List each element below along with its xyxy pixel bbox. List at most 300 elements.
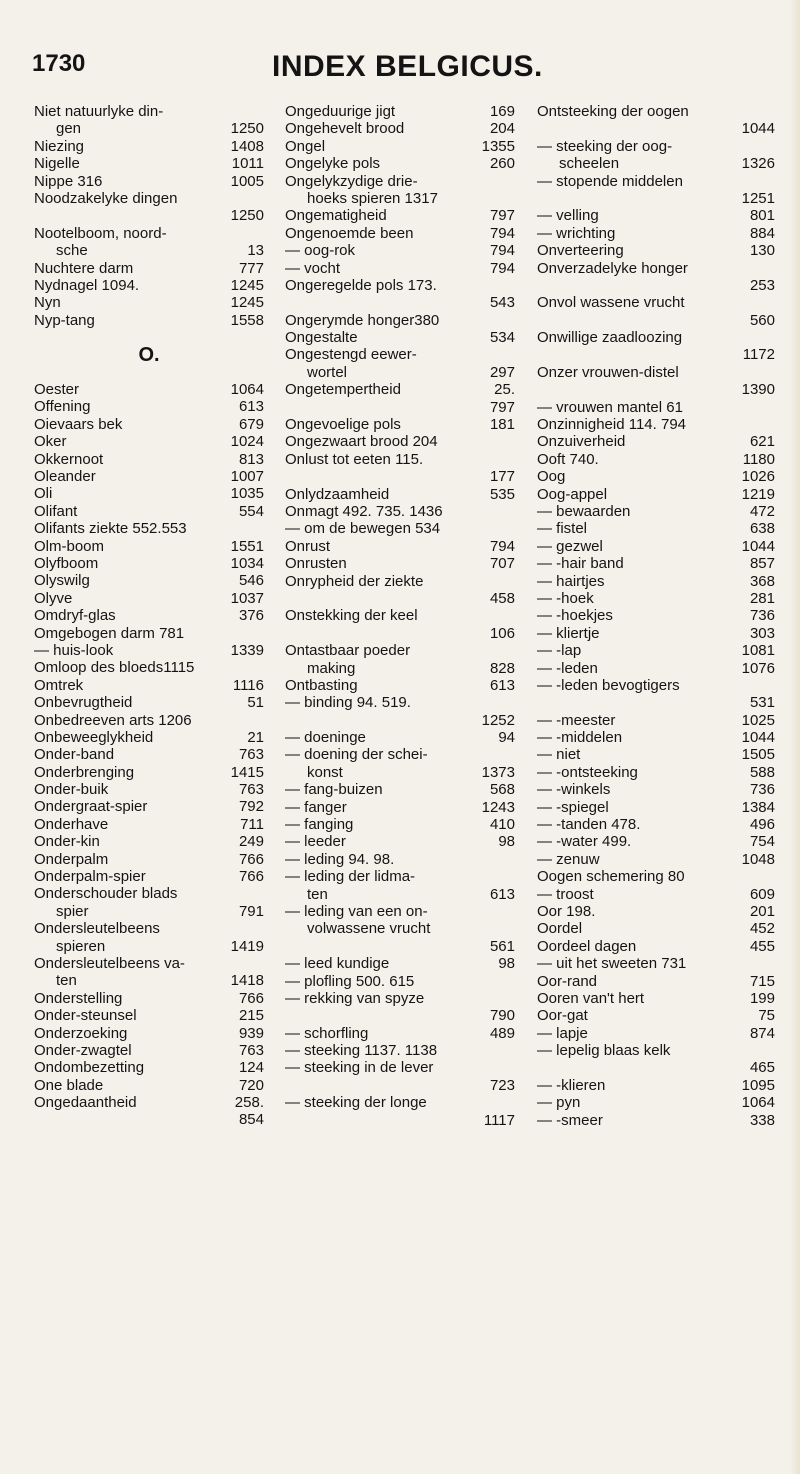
entry-term: Olm-boom: [34, 537, 105, 555]
entry-term: Onderhave: [34, 815, 109, 833]
index-entry: [537, 138, 775, 155]
entry-term: — -klieren: [537, 1076, 606, 1094]
entry-term: Offening: [34, 398, 91, 416]
index-entry: [537, 955, 775, 972]
entry-term: ten: [307, 885, 328, 903]
entry-page-ref: 1243: [481, 798, 515, 816]
entry-term: konst: [307, 763, 343, 781]
index-entry: [537, 1077, 775, 1094]
entry-term: Omtrek: [34, 676, 84, 694]
entry-page-ref: 130: [749, 242, 775, 260]
entry-page-ref: 1026: [741, 468, 775, 486]
entry-term: Oog-appel: [537, 485, 608, 503]
entry-term: Onder-kin: [34, 833, 100, 851]
index-entry: [34, 816, 264, 833]
entry-page-ref: 281: [749, 589, 775, 607]
index-entry: [537, 190, 775, 207]
index-entry: [34, 572, 264, 589]
entry-term: Ongelykzydige drie-: [285, 172, 418, 190]
entry-term: — -meester: [537, 711, 616, 729]
index-entry: [537, 1059, 775, 1076]
index-entry: [285, 781, 515, 798]
entry-page-ref: 1180: [742, 450, 775, 468]
entry-page-ref: 711: [240, 815, 264, 833]
entry-term: — -hair band: [537, 555, 624, 573]
index-entry: [34, 555, 264, 572]
index-entry: [34, 1077, 264, 1094]
index-entry: [285, 642, 515, 659]
index-entry: [285, 260, 515, 277]
entry-page-ref: 766: [238, 868, 264, 886]
entry-term: — leding van een on-: [285, 902, 428, 920]
entry-term: — -hoekjes: [537, 607, 613, 625]
entry-term: — plofling 500. 615: [285, 972, 415, 990]
index-entry: [34, 294, 264, 311]
index-entry: [537, 886, 775, 903]
entry-term: Okkernoot: [34, 450, 104, 468]
entry-page-ref: 794: [489, 259, 515, 277]
index-entry: [537, 990, 775, 1007]
entry-term: Onstekking der keel: [285, 607, 418, 625]
entry-page-ref: 854: [238, 1111, 264, 1129]
entry-page-ref: 766: [238, 989, 264, 1007]
index-entry: [537, 590, 775, 607]
entry-term: Onder-steunsel: [34, 1007, 137, 1025]
entry-term: — bewaarden: [537, 502, 631, 520]
index-entry: [285, 416, 515, 433]
index-entry: [537, 573, 775, 590]
entry-term: Onderbrenging: [34, 763, 135, 781]
index-entry: [34, 1025, 264, 1042]
index-entry: [285, 242, 515, 259]
entry-page-ref: 106: [489, 624, 515, 642]
entry-page-ref: 638: [749, 520, 775, 538]
index-entry: [537, 973, 775, 990]
entry-term: Ontbasting: [285, 676, 358, 694]
entry-page-ref: 1252: [481, 711, 515, 729]
index-entry: [34, 851, 264, 868]
entry-term: Onzuiverheid: [537, 433, 626, 451]
entry-page-ref: 98: [498, 833, 515, 851]
entry-term: gen: [56, 120, 82, 138]
index-entry: [285, 329, 515, 346]
index-entry: [34, 729, 264, 746]
index-entry: [285, 468, 515, 485]
entry-term: Omdryf-glas: [34, 607, 116, 625]
entry-term: ten: [56, 972, 77, 990]
index-entry: [34, 538, 264, 555]
entry-page-ref: 489: [489, 1024, 515, 1042]
entry-page-ref: 169: [489, 103, 515, 120]
index-entry: [34, 712, 264, 729]
entry-page-ref: 51: [247, 694, 264, 712]
entry-term: Oog: [537, 468, 566, 486]
entry-term: scheelen: [559, 155, 620, 173]
entry-term: Nuchtere darm: [34, 259, 134, 277]
entry-term: Olyfboom: [34, 554, 99, 572]
entry-term: Onlydzaamheid: [285, 485, 390, 503]
entry-page-ref: 1095: [741, 1076, 775, 1094]
index-entry: [285, 346, 515, 363]
entry-term: — leeder: [285, 833, 346, 851]
entry-page-ref: 794: [489, 224, 515, 242]
entry-page-ref: 1044: [741, 729, 775, 747]
index-entry: [537, 207, 775, 224]
entry-page-ref: 613: [489, 676, 515, 694]
entry-page-ref: 766: [238, 850, 264, 868]
index-entry: [537, 694, 775, 711]
entry-term: — rekking van spyze: [285, 989, 425, 1007]
entry-page-ref: 723: [489, 1076, 515, 1094]
index-entry: [285, 764, 515, 781]
entry-term: Ongenoemde been: [285, 224, 414, 242]
entry-page-ref: 763: [238, 781, 264, 799]
entry-term: Oleander: [34, 468, 96, 486]
index-entry: [34, 485, 264, 502]
index-entry: [34, 120, 264, 137]
index-entry: [285, 294, 515, 311]
entry-term: Niet natuurlyke din-: [34, 103, 164, 120]
entry-term: — steeking der oog-: [537, 137, 673, 155]
entry-page-ref: 1418: [230, 972, 264, 990]
entry-page-ref: 124: [238, 1059, 264, 1077]
entry-term: Onverzadelyke honger: [537, 259, 688, 277]
entry-term: Oester: [34, 381, 80, 399]
entry-page-ref: 21: [247, 728, 264, 746]
index-entry: [537, 416, 775, 433]
index-entry: [537, 294, 775, 311]
index-entry: [34, 746, 264, 763]
entry-page-ref: 1219: [741, 485, 775, 503]
entry-page-ref: 376: [238, 607, 264, 625]
entry-term: Onderpalm-spier: [34, 868, 146, 886]
entry-page-ref: 410: [489, 816, 515, 834]
entry-page-ref: 94: [498, 729, 515, 747]
index-entry: [285, 173, 515, 190]
entry-page-ref: 794: [489, 242, 515, 260]
index-entry: [34, 225, 264, 242]
entry-term: Niezing: [34, 137, 85, 155]
index-entry: [285, 1059, 515, 1076]
entry-term: — wrichting: [537, 224, 616, 242]
page-header: [32, 50, 772, 90]
index-entry: [34, 520, 264, 537]
entry-term: — -smeer: [537, 1111, 603, 1129]
entry-page-ref: 1245: [230, 294, 264, 312]
index-entry: [34, 885, 264, 902]
entry-term: Onderschouder blads: [34, 885, 178, 903]
entry-page-ref: 297: [489, 363, 515, 381]
entry-term: Ooren van't hert: [537, 989, 645, 1007]
index-entry: [34, 868, 264, 885]
index-entry: [285, 660, 515, 677]
entry-term: Oli: [34, 485, 53, 503]
entry-term: — -leden bevogtigers: [537, 676, 680, 694]
entry-term: Noodzakelyke dingen: [34, 189, 178, 207]
entry-page-ref: 368: [749, 572, 775, 590]
index-entry: [537, 364, 775, 381]
entry-term: sche: [56, 242, 88, 260]
entry-term: Omgebogen darm 781: [34, 624, 185, 642]
entry-page-ref: 561: [489, 937, 515, 955]
index-entry: [285, 1042, 515, 1059]
entry-term: Oogen schemering 80: [537, 868, 685, 886]
entry-term: Oievaars bek: [34, 415, 123, 433]
index-entry: [285, 1112, 515, 1129]
entry-term: — steeking in de lever: [285, 1059, 434, 1077]
entry-term: Ongestalte: [285, 329, 358, 347]
entry-term: Ondombezetting: [34, 1059, 145, 1077]
entry-term: Onrusten: [285, 555, 347, 573]
entry-page-ref: 777: [238, 259, 264, 277]
entry-page-ref: 792: [238, 798, 264, 816]
index-entry: [537, 1094, 775, 1111]
entry-page-ref: 1245: [230, 276, 264, 294]
entry-term: — -winkels: [537, 781, 611, 799]
index-entry: [285, 1077, 515, 1094]
index-entry: [34, 920, 264, 937]
entry-page-ref: 543: [489, 294, 515, 312]
index-entry: [34, 277, 264, 294]
entry-term: Ontastbaar poeder: [285, 642, 411, 660]
entry-page-ref: 813: [238, 450, 264, 468]
entry-page-ref: 1505: [741, 746, 775, 764]
entry-term: — lapje: [537, 1024, 588, 1042]
index-entry: [537, 764, 775, 781]
index-entry: [34, 625, 264, 642]
entry-term: Onlust tot eeten 115.: [285, 450, 424, 468]
index-entry: [537, 1112, 775, 1129]
index-entry: [34, 103, 264, 120]
entry-page-ref: 204: [489, 120, 515, 138]
index-entry: [34, 503, 264, 520]
index-entry: [537, 225, 775, 242]
entry-page-ref: 613: [489, 885, 515, 903]
entry-page-ref: 1558: [230, 311, 264, 329]
index-entry: [285, 207, 515, 224]
entry-page-ref: 1034: [230, 554, 264, 572]
index-entry: [285, 886, 515, 903]
entry-term: — -tanden 478.: [537, 816, 641, 834]
entry-term: — doeninge: [285, 729, 366, 747]
entry-term: — zenuw: [537, 850, 600, 868]
index-entry: [285, 694, 515, 711]
index-entry: [537, 329, 775, 346]
entry-term: — huis-look: [34, 641, 114, 659]
entry-term: Onrypheid der ziekte: [285, 572, 424, 590]
entry-page-ref: 201: [749, 902, 775, 920]
index-entry: [34, 798, 264, 815]
entry-term: volwassene vrucht: [307, 920, 431, 938]
entry-term: Ongeregelde pols 173.: [285, 276, 437, 294]
entry-page-ref: 1005: [230, 172, 264, 190]
index-entry: [285, 364, 515, 381]
index-entry: [537, 746, 775, 763]
index-entry: [285, 503, 515, 520]
index-entry: [537, 312, 775, 329]
index-entry: [537, 103, 775, 120]
index-column-2: [285, 103, 515, 1129]
index-entry: [285, 451, 515, 468]
index-entry: [34, 1042, 264, 1059]
entry-page-ref: 715: [749, 972, 775, 990]
entry-term: — fanger: [285, 798, 347, 816]
entry-term: making: [307, 659, 356, 677]
entry-page-ref: 181: [489, 416, 515, 434]
entry-term: Onderpalm: [34, 850, 109, 868]
entry-term: Nootelboom, noord-: [34, 224, 167, 242]
index-entry: [537, 399, 775, 416]
index-entry: [34, 677, 264, 694]
index-entry: [34, 451, 264, 468]
entry-term: Onzer vrouwen-distel: [537, 363, 679, 381]
entry-term: — -leden: [537, 659, 598, 677]
index-entry: [34, 972, 264, 989]
entry-term: — doening der schei-: [285, 746, 428, 764]
entry-page-ref: 535: [489, 485, 515, 503]
page-edge: [790, 0, 800, 1474]
index-entry: [537, 486, 775, 503]
entry-page-ref: 801: [749, 207, 775, 225]
index-entry: [285, 573, 515, 590]
entry-term: — -ontsteeking: [537, 763, 638, 781]
entry-term: Oordeel dagen: [537, 937, 637, 955]
index-entry: [537, 938, 775, 955]
index-entry: [537, 903, 775, 920]
running-title: INDEX BELGICUS.: [272, 50, 543, 83]
entry-term: Olyve: [34, 589, 73, 607]
entry-page-ref: 1250: [230, 120, 264, 138]
entry-term: Ongeduurige jigt: [285, 103, 396, 120]
entry-page-ref: 13: [247, 242, 264, 260]
entry-page-ref: 458: [489, 589, 515, 607]
entry-page-ref: 568: [489, 781, 515, 799]
entry-page-ref: 707: [489, 555, 515, 573]
entry-page-ref: 763: [238, 1041, 264, 1059]
entry-term: Nyn: [34, 294, 61, 312]
entry-term: Omloop des bloeds1115: [34, 659, 195, 677]
index-entry: [537, 451, 775, 468]
index-entry: [285, 399, 515, 416]
index-entry: [285, 938, 515, 955]
entry-page-ref: 1035: [230, 485, 264, 503]
index-entry: [285, 990, 515, 1007]
entry-term: spieren: [56, 937, 106, 955]
index-entry: [34, 381, 264, 398]
entry-page-ref: 797: [489, 207, 515, 225]
index-entry: [34, 955, 264, 972]
entry-term: — leed kundige: [285, 955, 390, 973]
entry-term: — binding 94. 519.: [285, 694, 411, 712]
entry-page-ref: 613: [238, 398, 264, 416]
entry-page-ref: 1116: [232, 676, 264, 694]
entry-term: Nigelle: [34, 155, 80, 173]
entry-term: — om de bewegen 534: [285, 520, 441, 538]
entry-term: Nippe 316: [34, 172, 103, 190]
entry-page-ref: 1064: [230, 381, 264, 399]
index-entry: [285, 1007, 515, 1024]
entry-page-ref: 1011: [231, 155, 264, 173]
entry-term: Ongedaantheid: [34, 1094, 137, 1112]
index-entry: [285, 138, 515, 155]
index-entry: [537, 625, 775, 642]
entry-term: — vrouwen mantel 61: [537, 398, 683, 416]
index-entry: [285, 1094, 515, 1111]
index-entry: [34, 138, 264, 155]
index-entry: [537, 677, 775, 694]
entry-term: Ondersleutelbeens: [34, 920, 160, 938]
entry-term: wortel: [307, 363, 348, 381]
entry-page-ref: 828: [489, 659, 515, 677]
index-entry: [537, 920, 775, 937]
index-column-1: [34, 103, 264, 1129]
entry-page-ref: 884: [749, 224, 775, 242]
index-entry: [285, 103, 515, 120]
entry-page-ref: 1419: [230, 937, 264, 955]
index-entry: [537, 346, 775, 363]
entry-term: Onder-zwagtel: [34, 1041, 132, 1059]
entry-page-ref: 588: [749, 763, 775, 781]
entry-term: — steeking der longe: [285, 1094, 427, 1112]
index-entry: [34, 833, 264, 850]
index-entry: [34, 903, 264, 920]
entry-page-ref: 621: [749, 433, 775, 451]
entry-term: Ongehevelt brood: [285, 120, 405, 138]
entry-page-ref: 763: [238, 746, 264, 764]
entry-page-ref: 465: [749, 1059, 775, 1077]
entry-page-ref: 1390: [741, 381, 775, 399]
index-entry: [537, 712, 775, 729]
index-entry: [285, 607, 515, 624]
index-entry: [285, 868, 515, 885]
entry-page-ref: 1408: [230, 137, 264, 155]
entry-term: — uit het sweeten 731: [537, 955, 687, 973]
entry-page-ref: 1007: [230, 468, 264, 486]
entry-term: — -lap: [537, 642, 582, 660]
entry-term: Ontsteeking der oogen: [537, 103, 689, 120]
index-entry: [34, 155, 264, 172]
entry-page-ref: 1355: [481, 137, 515, 155]
index-entry: [34, 642, 264, 659]
entry-page-ref: 794: [489, 537, 515, 555]
page-number: 1730: [32, 50, 86, 77]
index-entry: [537, 242, 775, 259]
entry-page-ref: 720: [238, 1076, 264, 1094]
entry-page-ref: 1551: [230, 537, 264, 555]
entry-term: Ongerymde honger380: [285, 311, 440, 329]
entry-term: — leding 94. 98.: [285, 850, 395, 868]
entry-page-ref: 25.: [494, 381, 515, 399]
index-entry: [34, 607, 264, 624]
index-entry: [285, 381, 515, 398]
entry-page-ref: 199: [749, 989, 775, 1007]
entry-term: Ongematigheid: [285, 207, 387, 225]
index-entry: [34, 1094, 264, 1111]
entry-term: hoeks spieren 1317: [307, 189, 438, 207]
entry-term: Ongestengd eewer-: [285, 346, 417, 364]
index-entry: [285, 277, 515, 294]
entry-term: Ondersleutelbeens va-: [34, 954, 185, 972]
index-entry: [34, 190, 264, 207]
index-entry: [34, 207, 264, 224]
index-entry: [34, 242, 264, 259]
index-entry: [34, 938, 264, 955]
entry-term: Ongelyke pols: [285, 155, 381, 173]
entry-term: — oog-rok: [285, 242, 356, 260]
entry-term: — pyn: [537, 1094, 581, 1112]
entry-term: Nydnagel 1094.: [34, 276, 140, 294]
entry-page-ref: 1037: [230, 589, 264, 607]
